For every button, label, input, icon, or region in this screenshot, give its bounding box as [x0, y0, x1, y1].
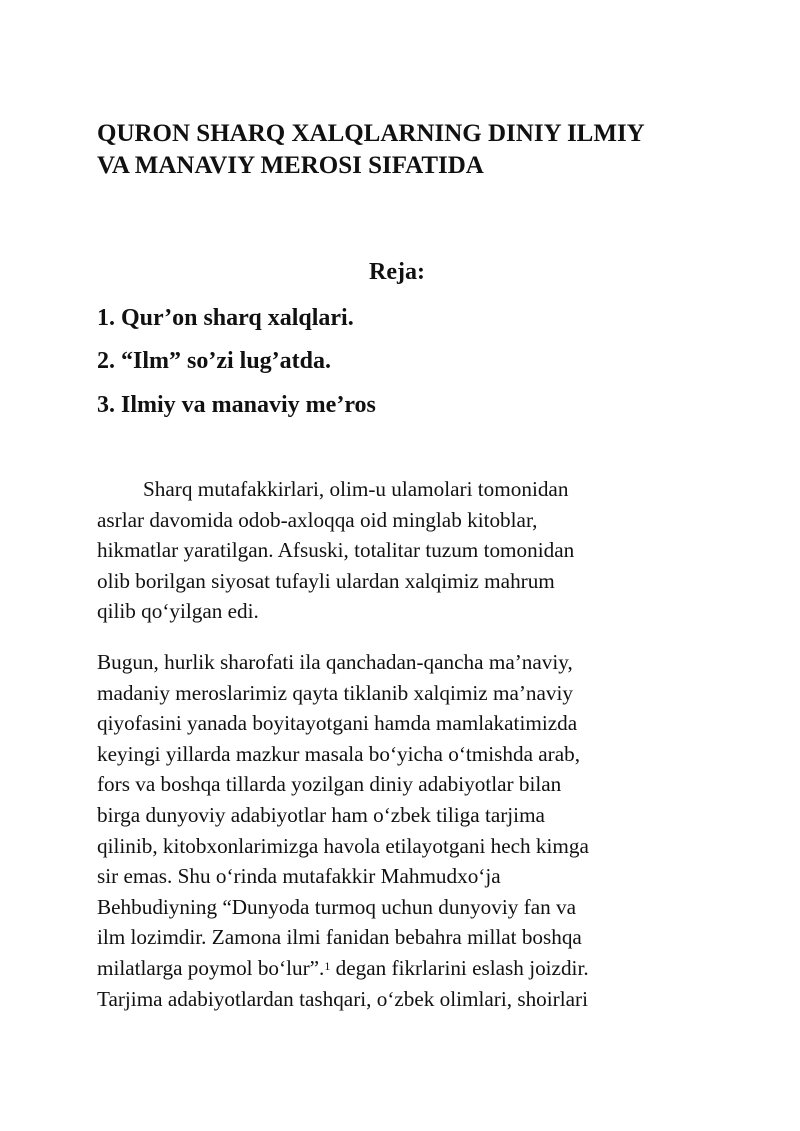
paragraph-2-line: qiyofasini yanada boyitayotgani hamda mamlakatimizda	[97, 711, 578, 736]
footnote-line-text-after: degan fikrlarini eslash joizdir.	[330, 955, 589, 980]
plan-item-2: 2. “Ilm” so’zi lug’atda.	[97, 348, 331, 374]
paragraph-1-line: qilib qo‘yilgan edi.	[97, 599, 259, 624]
paragraph-2-line: Tarjima adabiyotlardan tashqari, o‘zbek olimlari, shoirlari	[97, 986, 588, 1011]
title-line-2: VA MANAVIY MEROSI SIFATIDA	[97, 152, 484, 179]
title-line-1: QURON SHARQ XALQLARNING DINIY ILMIY	[97, 120, 645, 147]
paragraph-2-line: qilinib, kitobxonlarimizga havola etilayotgani hech kimga	[97, 833, 589, 858]
paragraph-2-line: keyingi yillarda mazkur masala bo‘yicha o‘tmishda arab,	[97, 741, 581, 766]
paragraph-1-line: hikmatlar yaratilgan. Afsuski, totalitar tuzum tomonidan	[97, 538, 575, 563]
paragraph-2-line: sir emas. Shu o‘rinda mutafakkir Mahmudxo‘ja	[97, 864, 501, 889]
paragraph-2-line: madaniy meroslarimiz qayta tiklanib xalqimiz ma’naviy	[97, 680, 573, 705]
paragraph-1-line: olib borilgan siyosat tufayli ulardan xalqimiz mahrum	[97, 568, 555, 593]
plan-heading: Reja:	[369, 259, 425, 285]
plan-item-1: 1. Qur’on sharq xalqlari.	[97, 305, 354, 331]
paragraph-1-line: asrlar davomida odob-axloqqa oid minglab kitoblar,	[97, 507, 538, 532]
paragraph-2-footnote-line	[97, 953, 717, 984]
paragraph-2-line: ilm lozimdir. Zamona ilmi fanidan bebahra millat boshqa	[97, 925, 582, 950]
paragraph-2-line: Behbudiyning “Dunyoda turmoq uchun dunyoviy fan va	[97, 894, 576, 919]
paragraph-1	[97, 474, 717, 627]
footnote-marker[interactable]: 1	[324, 958, 331, 973]
paragraph-2-line: fors va boshqa tillarda yozilgan diniy adabiyotlar bilan	[97, 772, 562, 797]
paragraph-2-line: Bugun, hurlik sharofati ila qanchadan-qancha ma’naviy,	[97, 650, 573, 674]
footnote-line-text: milatlarga poymol bo‘lur”.	[97, 955, 325, 980]
plan-item-3: 3. Ilmiy va manaviy me’ros	[97, 392, 376, 418]
paragraph-2-line: birga dunyoviy adabiyotlar ham o‘zbek tiliga tarjima	[97, 802, 545, 827]
paragraph-1-line: Sharq mutafakkirlari, olim-u ulamolari tomonidan	[143, 477, 569, 501]
document-title	[97, 118, 737, 182]
paragraph-2	[97, 647, 717, 1014]
